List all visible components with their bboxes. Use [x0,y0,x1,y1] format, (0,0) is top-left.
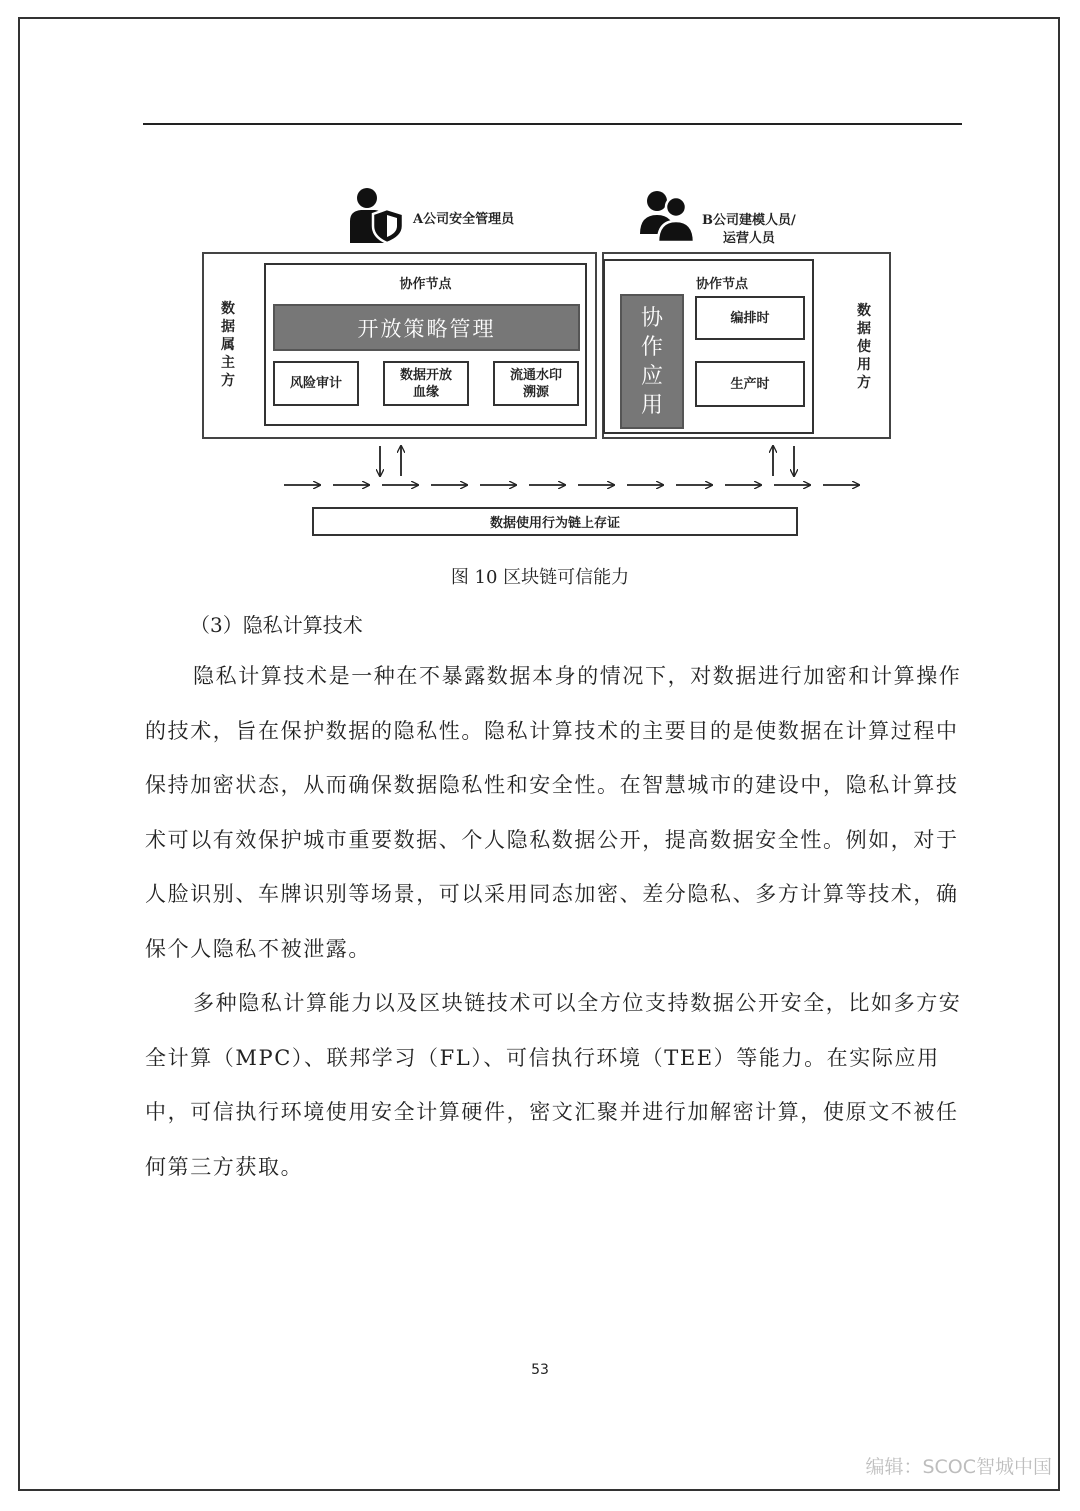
node-b-label: 协作节点 [695,277,748,292]
chain-storage-box [312,507,798,536]
body-paragraph-2: 多种隐私计算能力以及区块链技术可以全方位支持数据公开安全，比如多方安全计算（MPC）、联邦学习（FL）、可信执行环境（TEE）等能力。在实际应用中，可信执行环境使用安全计算硬件，密文汇聚并进行加解密计算，使原文不被任何第三方获取。 [145,991,962,1179]
lineage-line1: 数据开放 [399,367,452,383]
actor-b-label-line2: 运营人员 [722,231,775,246]
risk-audit-label: 风险审计 [289,376,342,391]
blockchain-trust-diagram [0,0,1080,560]
page-number: 53 [531,1362,549,1378]
body-paragraph-1: 隐私计算技术是一种在不暴露数据本身的情况下，对数据进行加密和计算操作的技术，旨在保护数据的隐私性。隐私计算技术的主要目的是使数据在计算过程中保持加密状态，从而确保数据隐私性和安全性。在智慧城市的建设中，隐私计算技术可以有效保护城市重要数据、个人隐私数据公开，提高数据安全性。例如，对于人脸识别、车牌识别等场景，可以采用同态加密、差分隐私、多方计算等技术，确保个人隐私不被泄露。 [145,664,962,961]
figure-caption: 图 10 区块链可信能力 [450,567,630,588]
section-heading: （3）隐私计算技术 [190,613,363,637]
vertical-arrows-left [380,446,401,476]
vertical-arrows-right [773,446,794,476]
arrow-layer [0,0,1080,560]
cooperative-app-label: 协作应用 [640,305,663,418]
watermark-line1: 流通水印 [509,367,562,383]
runtime-label: 生产时 [730,376,770,392]
actor-a-label: A公司安全管理员 [413,212,515,227]
editor-watermark: 编辑：SCOC智城中国 [865,1456,1052,1478]
schedule-time-label: 编排时 [730,310,770,326]
actor-b-label-line1: B公司建模人员/ [702,213,796,228]
node-a-label: 协作节点 [399,277,452,292]
policy-management-bar: 开放策略管理 [273,304,580,351]
data-user-label: 数据使用方 [857,303,871,391]
data-owner-label: 数据属主方 [221,301,235,389]
chain-storage-label: 数据使用行为链上存证 [489,516,620,531]
watermark-line2: 溯源 [522,384,549,400]
lineage-line2: 血缘 [412,384,439,400]
